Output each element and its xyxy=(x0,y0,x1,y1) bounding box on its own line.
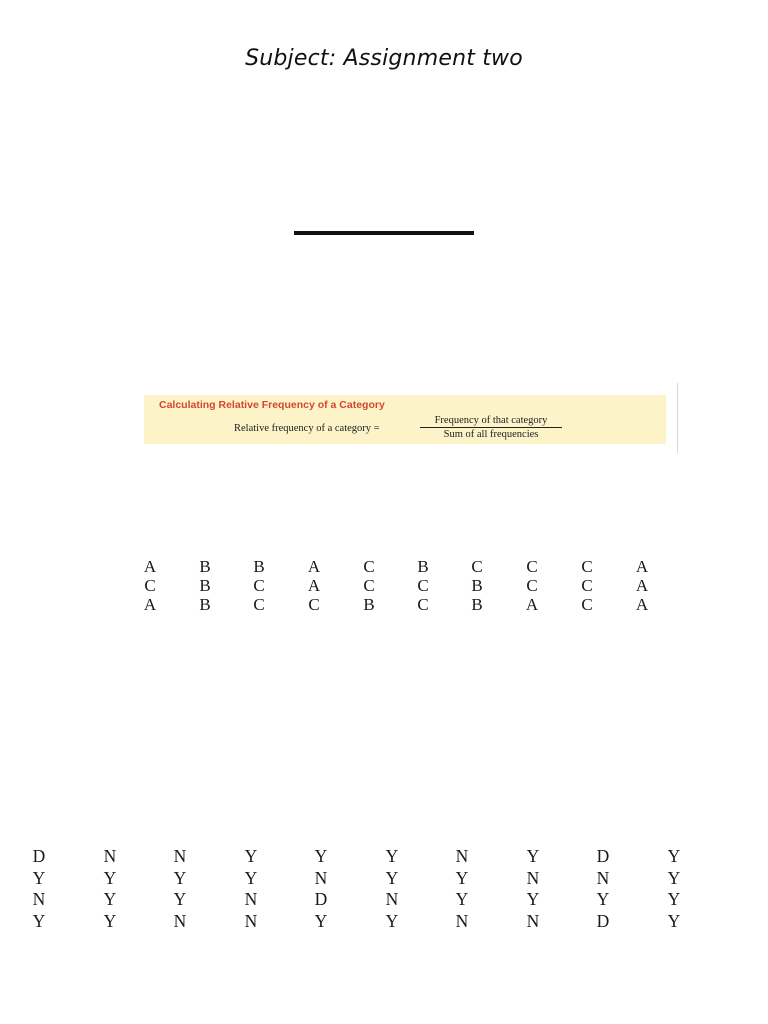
grid-cell: Y xyxy=(455,889,469,909)
formula-numerator: Frequency of that category xyxy=(420,415,562,428)
page-title: Subject: Assignment two xyxy=(245,46,523,71)
formula-fraction xyxy=(420,415,562,440)
grid-cell: Y xyxy=(455,867,469,888)
grid-cell: A xyxy=(525,595,539,614)
grid-cell: C xyxy=(417,576,429,595)
grid-cell: N xyxy=(244,910,258,931)
grid-cell: Y xyxy=(32,867,46,888)
grid-cell: Y xyxy=(103,889,117,909)
grid-cell: N xyxy=(455,910,469,931)
grid-cell: Y xyxy=(173,867,187,888)
grid-cell: C xyxy=(581,557,593,576)
grid-cell: Y xyxy=(244,867,258,888)
grid-cell: N xyxy=(173,846,187,866)
grid-cell: C xyxy=(417,595,429,614)
grid-cell: C xyxy=(144,576,156,595)
grid-cell: A xyxy=(307,576,321,595)
grid-cell: Y xyxy=(314,910,328,931)
grid-cell: N xyxy=(385,889,399,909)
grid-cell: A xyxy=(635,576,649,595)
relative-frequency-formula-box xyxy=(144,395,666,444)
grid-cell: B xyxy=(253,557,265,576)
grid-row xyxy=(0,889,768,909)
grid-cell: B xyxy=(199,595,211,614)
grid-cell: Y xyxy=(667,846,681,866)
grid-cell: N xyxy=(32,889,46,909)
grid-cell: Y xyxy=(526,846,540,866)
grid-cell: D xyxy=(314,889,328,909)
grid-row xyxy=(0,868,768,888)
grid-cell: N xyxy=(455,846,469,866)
grid-cell: N xyxy=(314,867,328,888)
grid-cell: Y xyxy=(314,846,328,866)
grid-cell: B xyxy=(199,557,211,576)
grid-cell: C xyxy=(581,595,593,614)
grid-cell: C xyxy=(253,576,265,595)
grid-cell: Y xyxy=(667,910,681,931)
grid-row xyxy=(0,846,768,866)
grid-row xyxy=(0,911,768,931)
grid-cell: D xyxy=(596,846,610,866)
grid-cell: A xyxy=(307,557,321,576)
grid-cell: Y xyxy=(103,910,117,931)
grid-cell: Y xyxy=(385,846,399,866)
grid-cell: B xyxy=(363,595,375,614)
grid-cell: C xyxy=(363,576,375,595)
grid-cell: Y xyxy=(385,867,399,888)
double-rule-divider xyxy=(294,231,474,235)
grid-cell: Y xyxy=(32,910,46,931)
grid-cell: B xyxy=(417,557,429,576)
grid-cell: C xyxy=(253,595,265,614)
formula-denominator: Sum of all frequencies xyxy=(443,429,539,440)
grid-cell: A xyxy=(635,595,649,614)
grid-cell: Y xyxy=(173,889,187,909)
grid-cell: Y xyxy=(596,889,610,909)
grid-cell: Y xyxy=(385,910,399,931)
formula-heading: Calculating Relative Frequency of a Category xyxy=(159,399,385,411)
grid-cell: A xyxy=(143,557,157,576)
grid-cell: Y xyxy=(244,846,258,866)
grid-cell: B xyxy=(471,595,483,614)
grid-cell: C xyxy=(526,576,538,595)
grid-cell: D xyxy=(596,910,610,931)
grid-cell: C xyxy=(308,595,320,614)
grid-cell: N xyxy=(103,846,117,866)
grid-cell: Y xyxy=(667,867,681,888)
grid-cell: A xyxy=(143,595,157,614)
grid-row xyxy=(0,595,768,615)
grid-cell: B xyxy=(199,576,211,595)
grid-row xyxy=(0,557,768,577)
grid-cell: Y xyxy=(667,889,681,909)
grid-cell: C xyxy=(526,557,538,576)
grid-cell: N xyxy=(244,889,258,909)
grid-cell: Y xyxy=(103,867,117,888)
formula-image-edge xyxy=(677,383,678,453)
grid-row xyxy=(0,576,768,596)
grid-cell: C xyxy=(363,557,375,576)
grid-cell: A xyxy=(635,557,649,576)
grid-cell: C xyxy=(471,557,483,576)
formula-left-side: Relative frequency of a category = xyxy=(234,423,380,434)
grid-cell: N xyxy=(173,910,187,931)
grid-cell: D xyxy=(32,846,46,866)
grid-cell: N xyxy=(596,867,610,888)
grid-cell: Y xyxy=(526,889,540,909)
grid-cell: N xyxy=(526,867,540,888)
grid-cell: N xyxy=(526,910,540,931)
grid-cell: C xyxy=(581,576,593,595)
grid-cell: B xyxy=(471,576,483,595)
